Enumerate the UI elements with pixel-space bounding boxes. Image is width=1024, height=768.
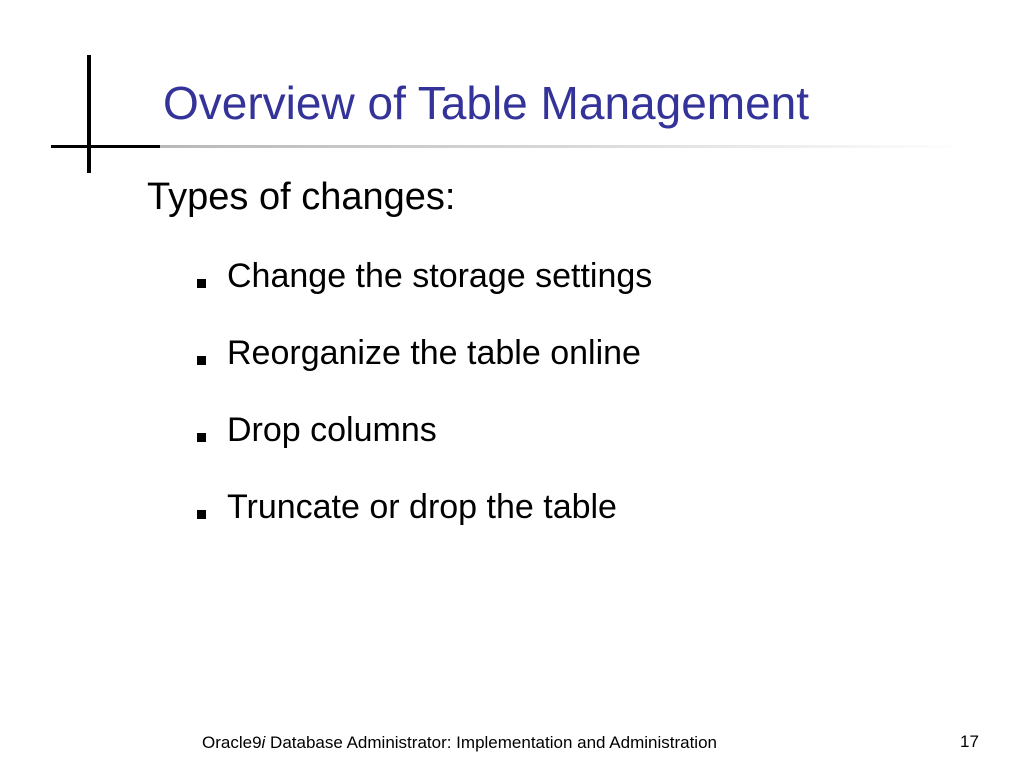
title-underline-rule xyxy=(160,145,970,148)
bullet-text: Change the storage settings xyxy=(227,257,653,295)
footer-italic: i xyxy=(261,733,266,752)
vertical-decorative-line xyxy=(87,55,91,173)
footer-suffix: Database Administrator: Implementation and Administration xyxy=(265,733,717,752)
footer-prefix: Oracle9 xyxy=(202,733,262,752)
square-bullet-icon xyxy=(197,279,206,288)
bullet-text: Reorganize the table online xyxy=(227,334,641,372)
page-number: 17 xyxy=(960,732,979,751)
bullet-text: Truncate or drop the table xyxy=(227,488,617,526)
square-bullet-icon xyxy=(197,433,206,442)
horizontal-decorative-line xyxy=(51,145,161,148)
slide-title: Overview of Table Management xyxy=(163,77,810,129)
footer-text xyxy=(202,732,717,754)
square-bullet-icon xyxy=(197,510,206,519)
bullet-text: Drop columns xyxy=(227,411,437,449)
square-bullet-icon xyxy=(197,356,206,365)
content-heading: Types of changes: xyxy=(147,176,456,218)
